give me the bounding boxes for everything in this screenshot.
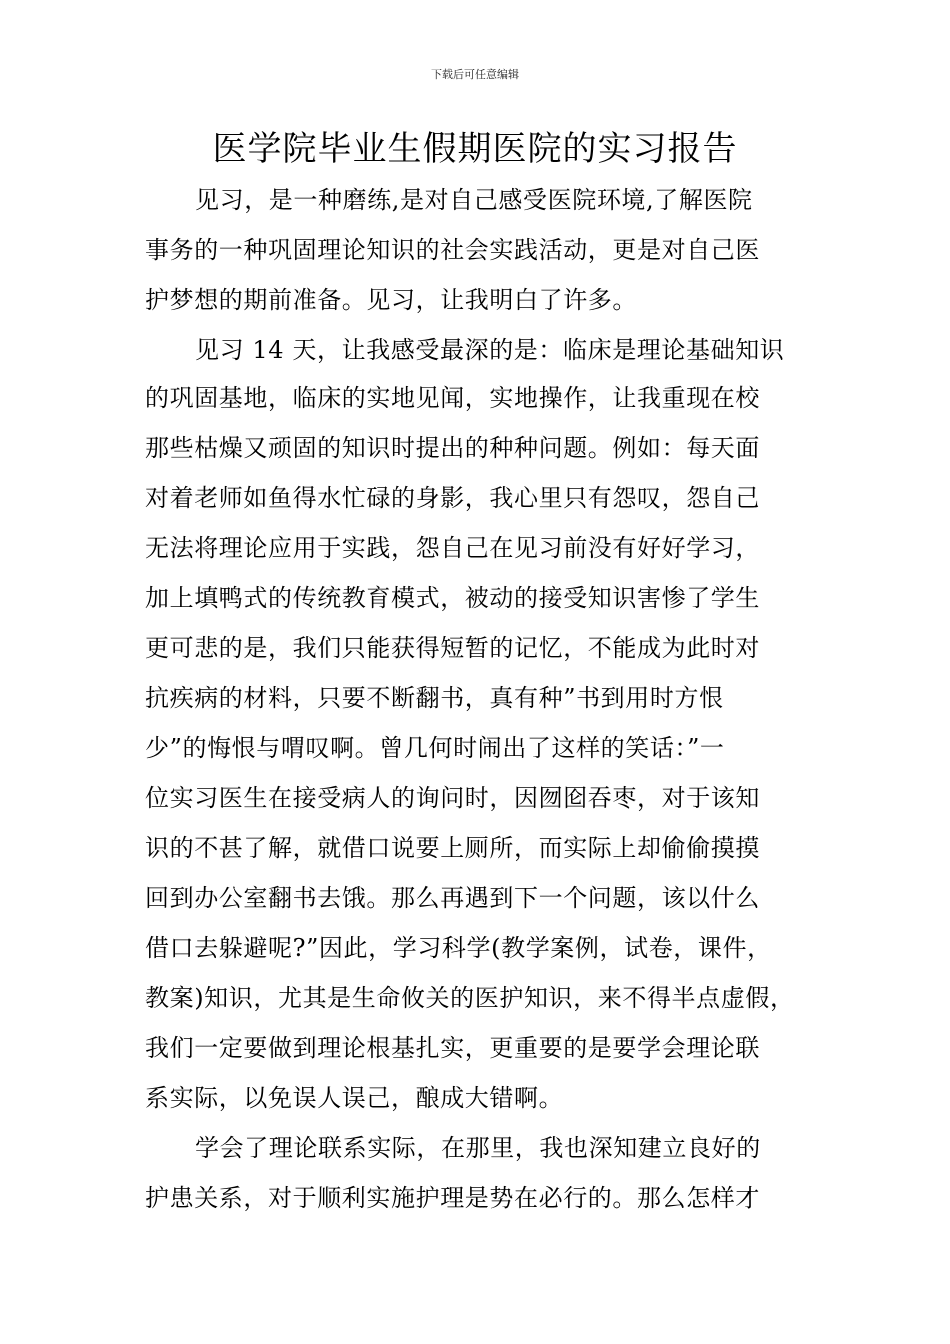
paragraph-2-line-4: 对着老师如鱼得水忙碌的身影，我心里只有怨叹，怨自己 (145, 484, 760, 512)
paragraph-1-line-3: 护梦想的期前准备。见习，让我明白了许多。 (145, 286, 637, 314)
paragraph-2-line-1: 见习 14 天，让我感受最深的是：临床是理论基础知识 (195, 336, 785, 364)
paragraph-2-line-2: 的巩固基地，临床的实地见闻，实地操作，让我重现在校 (145, 384, 760, 412)
paragraph-2-line-16: 系实际，以免误人误己，酿成大错啊。 (145, 1084, 564, 1112)
header-note: 下载后可任意编辑 (431, 68, 519, 81)
paragraph-2-line-15: 我们一定要做到理论根基扎实，更重要的是要学会理论联 (145, 1034, 760, 1062)
paragraph-1-line-1: 见习，是一种磨练,是对自己感受医院环境,了解医院 (195, 186, 753, 214)
paragraph-2-line-5: 无法将理论应用于实践，怨自己在见习前没有好好学习， (145, 534, 760, 562)
paragraph-2-line-7: 更可悲的是，我们只能获得短暂的记忆，不能成为此时对 (145, 634, 760, 662)
paragraph-2-line-9: 少”的悔恨与喟叹啊。曾几何时闹出了这样的笑话：”一 (145, 734, 725, 762)
document-title: 医学院毕业生假期医院的实习报告 (212, 129, 738, 169)
paragraph-2-line-13: 借口去躲避呢?”因此，学习科学(教学案例，试卷，课件， (145, 934, 772, 962)
paragraph-1-line-2: 事务的一种巩固理论知识的社会实践活动，更是对自己医 (145, 236, 760, 264)
paragraph-2-line-14: 教案)知识，尤其是生命攸关的医护知识，来不得半点虚假， (145, 984, 795, 1012)
paragraph-2-line-11: 识的不甚了解，就借口说要上厕所，而实际上却偷偷摸摸 (145, 834, 760, 862)
paragraph-2-line-10: 位实习医生在接受病人的询问时，因囫囵吞枣，对于该知 (145, 784, 760, 812)
paragraph-3-line-2: 护患关系，对于顺利实施护理是势在必行的。那么怎样才 (145, 1184, 760, 1212)
paragraph-2-line-6: 加上填鸭式的传统教育模式，被动的接受知识害惨了学生 (145, 584, 760, 612)
paragraph-2-line-12: 回到办公室翻书去饿。那么再遇到下一个问题，该以什么 (145, 884, 760, 912)
paragraph-2-line-3: 那些枯燥又顽固的知识时提出的种种问题。例如：每天面 (145, 434, 760, 462)
paragraph-2-line-8: 抗疾病的材料，只要不断翻书，真有种”书到用时方恨 (145, 684, 724, 712)
paragraph-3-line-1: 学会了理论联系实际，在那里，我也深知建立良好的 (195, 1134, 761, 1162)
